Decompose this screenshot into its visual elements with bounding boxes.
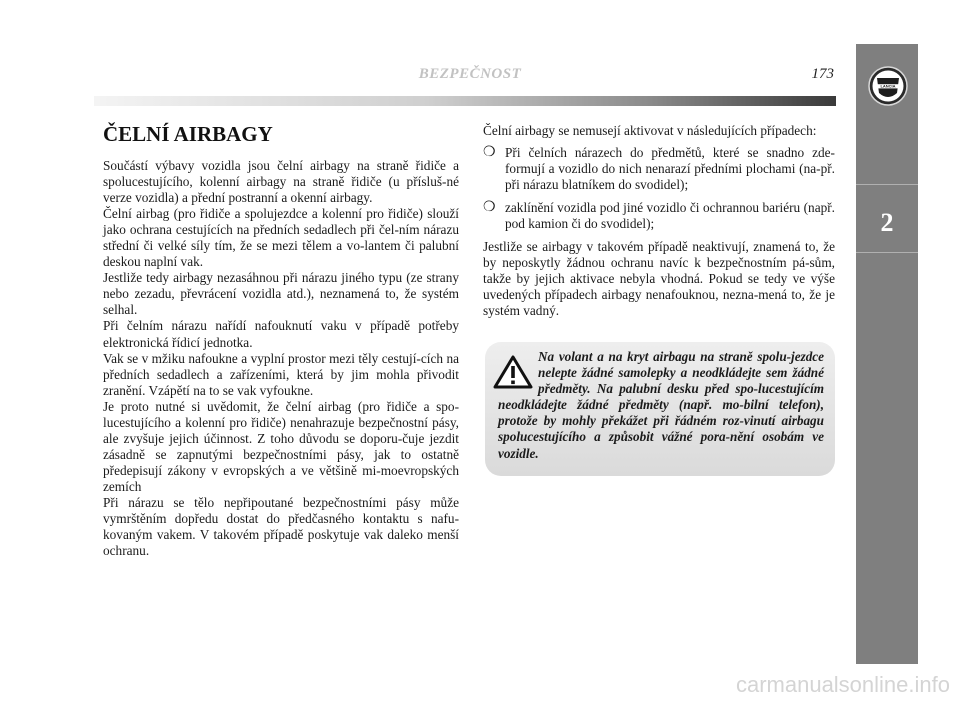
tab-divider-bottom [856,252,918,253]
paragraph: Vak se v mžiku nafoukne a vyplní prostor mezi těly cestují-cích na předních sedadlech a zařízeními, která by jim mohla přivodit zranění. Vzápětí na to se vak vyfoukne. [103,350,459,398]
paragraph: Jestliže tedy airbagy nezasáhnou při nárazu jiného typu (ze strany nebo zezadu, převrácení vozidla atd.), neznamená to, že systém selhal. [103,270,459,318]
condition-list [483,145,835,232]
running-header-title: BEZPEČNOST [418,66,522,82]
left-column-body [103,158,459,559]
paragraph: Je proto nutné si uvědomit, že čelní airbag (pro řidiče a spo-lucestujícího a kolenní pro řidiče) nenahrazuje bezpečnostní pásy, ale zvyšuje jejich účinnost. Z toho důvodu se doporu-čuje jezdit zásadně se zapnutými bezpečnostními pásy, jak to ostatně předepisují zákony v evropských a ve většině mi-moevropských zemích [103,398,459,494]
lancia-shield-icon [868,66,908,106]
bullet-circle-icon: ❍ [483,200,496,216]
chapter-tab [856,44,918,664]
paragraph: Při nárazu se tělo nepřipoutané bezpečnostními pásy může vymrštěním dopředu dostat do předčasného kontaktu s nafu-kovaným vakem. V takovém případě poskytuje vak daleko menší ochranu. [103,494,459,559]
bullet-circle-icon: ❍ [483,145,496,161]
page-number: 173 [811,66,834,82]
watermark: carmanualsonline.info [735,672,950,697]
list-item-text: zaklínění vozidla pod jiné vozidlo či ochrannou bariéru (např. pod kamion či do svodidel); [505,200,835,232]
paragraph: Součástí výbavy vozidla jsou čelní airbagy na straně řidiče a spolucestujícího, kolenní airbagy na straně řidiče (u přísluš-né verze vozidla) a přední postranní a okenní airbagy. [103,158,459,206]
header-rule [94,96,836,106]
logo-text: LANCIA [880,83,896,89]
list-item-text: Při čelních nárazech do předmětů, které se snadno zde-formují a vozidlo do nich nenarazí předními plochami (na-př. při nárazu blatníkem do svodidel); [505,145,835,193]
warning-text: Na volant a na kryt airbagu na straně spolu-jezdce nelepte žádné samolepky a neodkládejte sem žádné předměty. Na palubní desku před spo-lucestujícím neodkládejte žádné předměty (např. mo-bilní telefon), protože by mohly překážet při řádném roz-vinutí airbagu spolucestujícího a způsobit vážné pora-nění osobám ve vozidle. [498,349,824,461]
intro-paragraph: Čelní airbagy se nemusejí aktivovat v následujících případech: [483,123,817,138]
list-item [483,145,835,193]
right-column-body [483,123,835,320]
paragraph: Při čelním nárazu nařídí nafouknutí vaku v případě potřeby elektronická řídicí jednotka. [103,318,459,350]
closing-paragraph: Jestliže se airbagy v takovém případě neaktivují, znamená to, že by neposkytly žádnou ochranu navíc k bezpečnostním pá-sům, takže by jejich aktivace nebyla vhodná. Pokud se tedy ve výše uvedených případech airbagy nenafouknou, nezna-mená to, že je systém vadný. [483,239,835,319]
tab-divider-top [856,184,918,185]
chapter-number: 2 [880,208,894,237]
paragraph: Čelní airbag (pro řidiče a spolujezdce a kolenní pro řidiče) slouží jako ochrana cestujících na předních sedadlech při čel-ním nárazu střední či velké síly tím, že se mezi tělem a vo-lantem či palubní deskou naplní vak. [103,206,459,270]
section-title: ČELNÍ AIRBAGY [103,122,273,146]
warning-text-block [498,349,824,462]
list-item [483,200,835,232]
